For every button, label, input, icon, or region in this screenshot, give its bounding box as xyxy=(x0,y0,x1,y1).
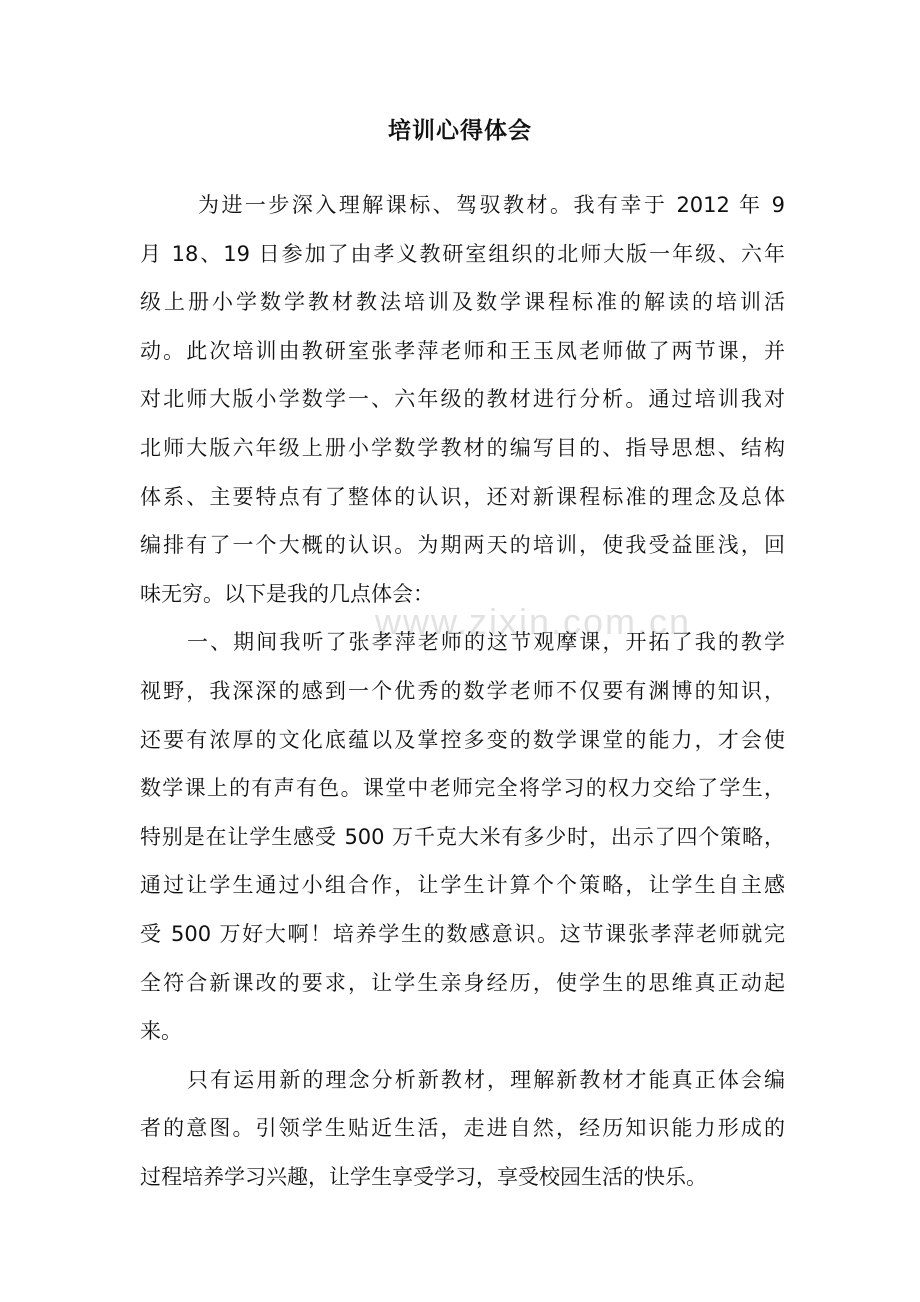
paragraph-line: 级上册小学数学教材教法培训及数学课程标准的解读的培训活 xyxy=(140,290,785,315)
paragraph-line: 视野，我深深的感到一个优秀的数学老师不仅要有渊博的知识， xyxy=(140,678,785,703)
paragraph-line: 还要有浓厚的文化底蕴以及掌控多变的数学课堂的能力，才会使 xyxy=(140,727,785,752)
paragraph-line: 过程培养学习兴趣，让学生享受学习，享受校园生活的快乐。 xyxy=(140,1164,707,1189)
paragraph-line: 来。 xyxy=(140,1019,182,1044)
paragraph-line: 全符合新课改的要求，让学生亲身经历，使学生的思维真正动起 xyxy=(140,970,785,995)
paragraph-line: 体系、主要特点有了整体的认识，还对新课程标准的理念及总体 xyxy=(140,484,785,509)
paragraph-line: 通过让学生通过小组合作，让学生计算个个策略，让学生自主感 xyxy=(140,873,785,898)
paragraph-line: 月 18、19 日参加了由孝义教研室组织的北师大版一年级、六年 xyxy=(140,241,785,266)
watermark-text: www.zixin.com.cn xyxy=(375,601,692,642)
paragraph-line: 味无穷。以下是我的几点体会： xyxy=(140,581,434,606)
paragraph-line: 受 500 万好大啊！培养学生的数感意识。这节课张孝萍老师就完 xyxy=(140,921,785,946)
paragraph-line: 者的意图。引领学生贴近生活，走进自然，经历知识能力形成的 xyxy=(140,1116,785,1141)
paragraph-line: 对北师大版小学数学一、六年级的教材进行分析。通过培训我对 xyxy=(140,387,785,412)
paragraph-line: 编排有了一个大概的认识。为期两天的培训，使我受益匪浅，回 xyxy=(140,533,785,558)
paragraph-line: 只有运用新的理念分析新教材，理解新教材才能真正体会编 xyxy=(187,1067,785,1092)
paragraph-line: 数学课上的有声有色。课堂中老师完全将学习的权力交给了学生， xyxy=(140,776,785,801)
paragraph-line: 一、期间我听了张孝萍老师的这节观摩课，开拓了我的教学 xyxy=(187,630,785,655)
paragraph-line: 特别是在让学生感受 500 万千克大米有多少时，出示了四个策略， xyxy=(140,824,785,849)
paragraph-line: 为进一步深入理解课标、驾驭教材。我有幸于 2012 年 9 xyxy=(198,193,785,217)
paragraph-line: 北师大版六年级上册小学数学教材的编写目的、指导思想、结构 xyxy=(140,435,785,460)
paragraph-line: 动。此次培训由教研室张孝萍老师和王玉凤老师做了两节课，并 xyxy=(140,338,785,363)
document-body xyxy=(140,181,785,1201)
document-title: 培训心得体会 xyxy=(388,118,532,144)
